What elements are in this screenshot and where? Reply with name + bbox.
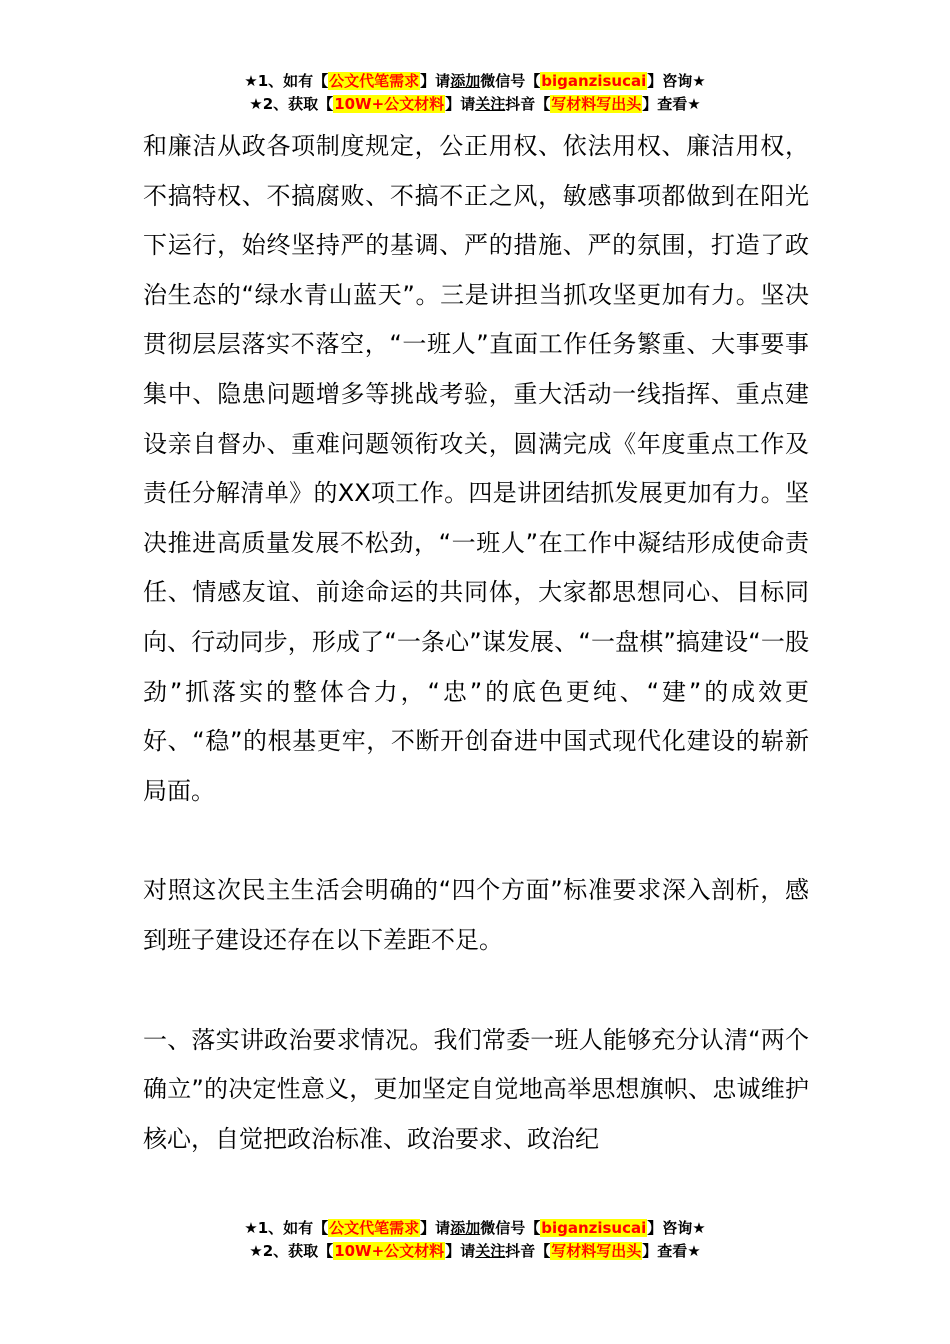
paragraph-1: 和廉洁从政各项制度规定，公正用权、依法用权、廉洁用权，不搞特权、不搞腐败、不搞不正之风，敏感事项都做到在阳光下运行，始终坚持严的基调、严的措施、严的氛围，打造了政治生态的“绿水青山蓝天”。三是讲担当抓攻坚更加有力。坚决贯彻层层落实不落空，“一班人”直面工作任务繁重、大事要事集中、隐患问题增多等挑战考验，重大活动一线指挥、重点建设亲自督办、重难问题领衔攻关，圆满完成《年度重点工作及责任分解清单》的XX项工作。四是讲团结抓发展更加有力。坚决推进高质量发展不松劲，“一班人”在工作中凝结形成使命责任、情感友谊、前途命运的共同体，大家都思想同心、目标同向、行动同步，形成了“一条心”谋发展、“一盘棋”搞建设“一股劲”抓落实的整体合力，“忠”的底色更纯、“建”的成效更好、“稳”的根基更牢，不断开创奋进中国式现代化建设的崭新局面。 [143,132,809,805]
paragraph-gap [143,816,809,866]
banner-line-1: ★1、如有【公文代笔需求】请添加微信号【biganzisucai】咨询★ [244,1219,706,1237]
footer-banner [0,1217,950,1263]
highlight-douyin-account: 写材料写出头 [551,95,642,113]
banner-line-1: ★1、如有【公文代笔需求】请添加微信号【biganzisucai】咨询★ [244,72,706,90]
paragraph-gap [143,966,809,1016]
highlight-ghostwriting: 公文代笔需求 [329,1219,420,1237]
banner-line-2: ★2、获取【10W+公文材料】请关注抖音【写材料写出头】查看★ [249,1242,701,1260]
banner-line-2: ★2、获取【10W+公文材料】请关注抖音【写材料写出头】查看★ [249,95,701,113]
document-body [143,122,809,1164]
highlight-wechat-id: biganzisucai [541,72,647,90]
highlight-ghostwriting: 公文代笔需求 [329,72,420,90]
header-banner [0,70,950,116]
highlight-wechat-id: biganzisucai [541,1219,647,1237]
highlight-materials: 10W+公文材料 [334,1242,445,1260]
paragraph-2: 对照这次民主生活会明确的“四个方面”标准要求深入剖析，感到班子建设还存在以下差距不足。 [143,876,809,954]
highlight-materials: 10W+公文材料 [334,95,445,113]
paragraph-3: 一、落实讲政治要求情况。我们常委一班人能够充分认清“两个确立”的决定性意义，更加坚定自觉地高举思想旗帜、忠诚维护核心，自觉把政治标准、政治要求、政治纪 [143,1025,809,1153]
highlight-douyin-account: 写材料写出头 [551,1242,642,1260]
